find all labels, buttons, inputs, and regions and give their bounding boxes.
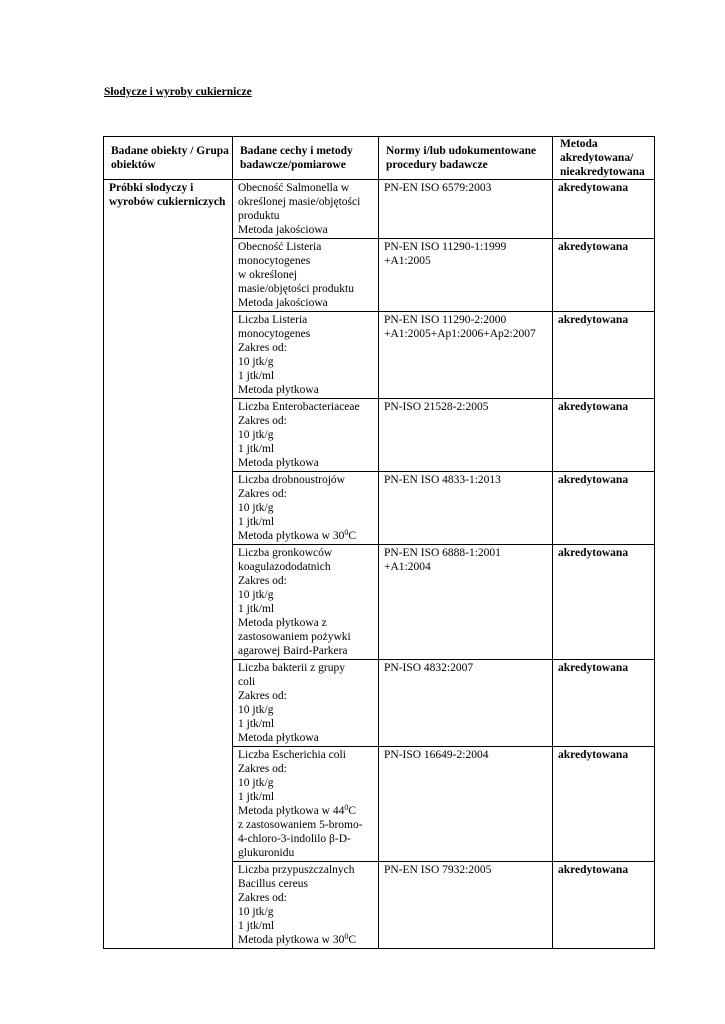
method-line: Metoda płytkowa [238, 457, 319, 469]
method-line: Metoda płytkowa w $30^0C$ [238, 932, 357, 946]
method-line: Zakres od: [238, 690, 287, 702]
method-line: Metoda płytkowa w $30^0C$ [238, 528, 357, 542]
method-cell [233, 312, 379, 399]
method-line: monocytogenes [238, 255, 311, 267]
method-line: Bacillus cereus [238, 878, 308, 890]
method-line: Liczba drobnoustrojów [238, 474, 345, 486]
norm-cell [379, 239, 553, 312]
method-line: Zakres od: [238, 575, 287, 587]
method-line: 10 jtk/g [238, 502, 274, 514]
norm-line: +A1:2005 [384, 255, 431, 267]
method-line: 1 jtk/ml [238, 791, 275, 803]
method-line: koagulazododatnich [238, 561, 331, 573]
accreditation-status: akredytowana [553, 660, 655, 747]
method-line: monocytogenes [238, 328, 311, 340]
method-line: 1 jtk/ml [238, 718, 275, 730]
method-cell [233, 660, 379, 747]
method-line: 1 jtk/ml [238, 516, 275, 528]
method-line: Obecność Listeria [238, 241, 322, 253]
norm-line: PN-EN ISO 11290-2:2000 [384, 314, 507, 326]
method-line: 10 jtk/g [238, 429, 274, 441]
norm-line: PN-ISO 21528-2:2005 [384, 401, 489, 413]
norm-line: PN-ISO 16649-2:2004 [384, 749, 489, 761]
header-accreditation: Metoda akredytowana/ nieakredytowana [553, 137, 655, 180]
norm-cell [379, 472, 553, 545]
accreditation-status: akredytowana [553, 472, 655, 545]
method-line: 10 jtk/g [238, 704, 274, 716]
header-methods: Badane cechy i metody badawcze/pomiarowe [233, 137, 379, 180]
method-line: agarowej Baird-Parkera [238, 645, 348, 657]
method-cell [233, 239, 379, 312]
norm-cell [379, 399, 553, 472]
accreditation-status: akredytowana [553, 312, 655, 399]
table-row [104, 180, 655, 239]
method-line: 10 jtk/g [238, 356, 274, 368]
method-line: Metoda płytkowa z [238, 617, 327, 629]
method-line: Liczba Enterobacteriaceae [238, 401, 360, 413]
accreditation-status: akredytowana [553, 399, 655, 472]
object-group-cell: Próbki słodyczy i wyrobów cukierniczych [104, 180, 233, 949]
method-line: Zakres od: [238, 763, 287, 775]
method-line: Liczba przypuszczalnych [238, 864, 355, 876]
norm-cell [379, 312, 553, 399]
method-line: 1 jtk/ml [238, 920, 275, 932]
method-line: Liczba Listeria [238, 314, 308, 326]
norm-cell [379, 545, 553, 660]
method-line: Liczba gronkowców [238, 547, 333, 559]
method-cell [233, 399, 379, 472]
method-line: Obecność Salmonella w [238, 182, 350, 194]
method-line: Metoda jakościowa [238, 297, 328, 309]
superscript: 0 [344, 932, 349, 941]
superscript: 0 [344, 528, 349, 537]
method-line: produktu [238, 210, 280, 222]
accreditation-status: akredytowana [553, 862, 655, 949]
norm-line: +A1:2005+Ap1:2006+Ap2:2007 [384, 328, 536, 340]
norm-line: PN-EN ISO 11290-1:1999 [384, 241, 507, 253]
method-line: glukuronidu [238, 847, 295, 859]
accreditation-table [103, 136, 655, 949]
table-body [104, 180, 655, 949]
method-line: Liczba Escherichia coli [238, 749, 346, 761]
norm-line: PN-EN ISO 4833-1:2013 [384, 474, 501, 486]
method-line: 1 jtk/ml [238, 370, 275, 382]
superscript: 0 [344, 803, 349, 812]
method-line: masie/objętości produktu [238, 283, 354, 295]
method-line: 10 jtk/g [238, 906, 274, 918]
method-line: zastosowaniem pożywki [238, 631, 351, 643]
norm-line: PN-EN ISO 6579:2003 [384, 182, 492, 194]
accreditation-status: akredytowana [553, 180, 655, 239]
method-line: 1 jtk/ml [238, 443, 275, 455]
norm-line: +A1:2004 [384, 561, 431, 573]
method-line: Zakres od: [238, 892, 287, 904]
method-line: z zastosowaniem 5-bromo- [238, 819, 363, 831]
method-cell [233, 747, 379, 862]
method-line: Metoda płytkowa [238, 384, 319, 396]
norm-line: PN-EN ISO 6888-1:2001 [384, 547, 501, 559]
method-line: Metoda płytkowa w $44^0C$ [238, 803, 357, 817]
method-line: Metoda jakościowa [238, 224, 328, 236]
norm-cell [379, 180, 553, 239]
method-line: w określonej [238, 269, 298, 281]
norm-line: PN-EN ISO 7932:2005 [384, 864, 492, 876]
method-line: określonej masie/objętości [238, 196, 361, 208]
method-cell [233, 862, 379, 949]
method-line: 1 jtk/ml [238, 603, 275, 615]
method-cell [233, 545, 379, 660]
norm-cell [379, 747, 553, 862]
norm-cell [379, 862, 553, 949]
header-norms: Normy i/lub udokumentowane procedury badawcze [379, 137, 553, 180]
method-line: Zakres od: [238, 488, 287, 500]
accreditation-status: akredytowana [553, 239, 655, 312]
norm-line: PN-ISO 4832:2007 [384, 662, 474, 674]
table-header-row [104, 137, 655, 180]
accreditation-status: akredytowana [553, 545, 655, 660]
method-line: coli [238, 676, 256, 688]
method-line: Liczba bakterii z grupy [238, 662, 345, 674]
method-line: Zakres od: [238, 342, 287, 354]
method-cell [233, 472, 379, 545]
method-line: 10 jtk/g [238, 777, 274, 789]
method-cell [233, 180, 379, 239]
method-line: Metoda płytkowa [238, 732, 319, 744]
method-line: Zakres od: [238, 415, 287, 427]
header-objects: Badane obiekty / Grupa obiektów [104, 137, 233, 180]
method-line: 10 jtk/g [238, 589, 274, 601]
norm-cell [379, 660, 553, 747]
method-line: 4-chloro-3-indolilo β-D- [238, 833, 351, 845]
accreditation-status: akredytowana [553, 747, 655, 862]
page-title: Słodycze i wyroby cukiernicze [104, 86, 252, 98]
